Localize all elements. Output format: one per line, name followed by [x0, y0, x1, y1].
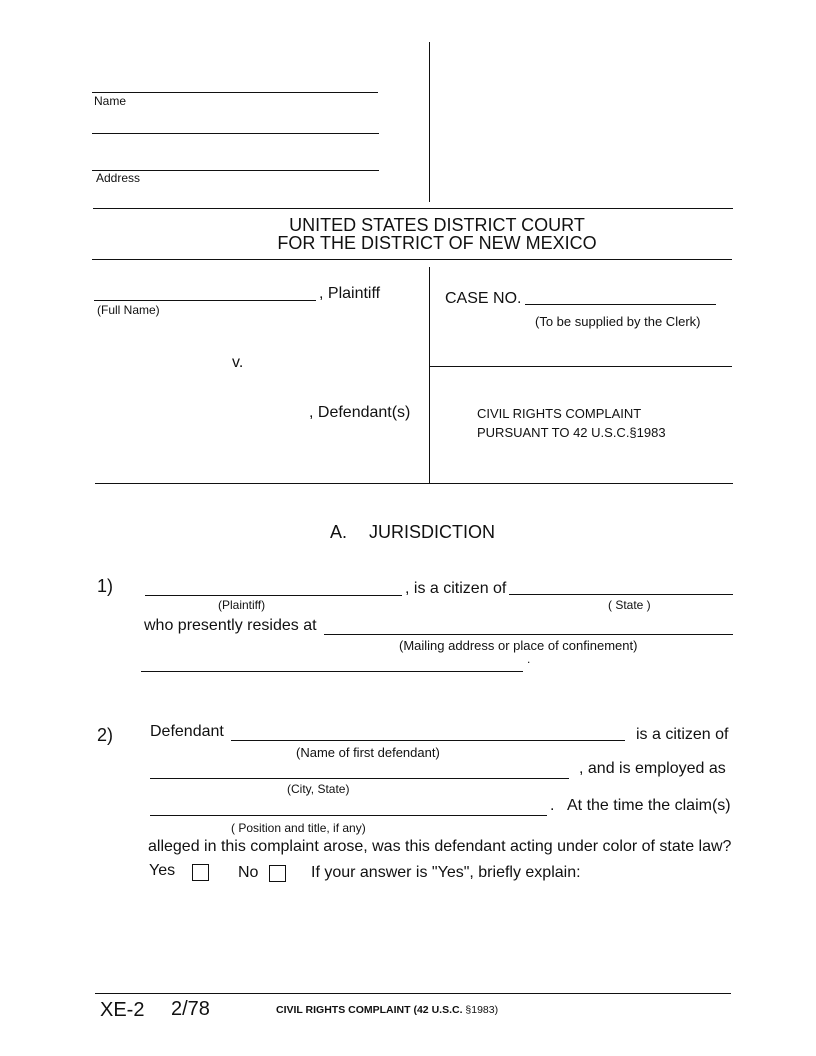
item2-defendant-label: Defendant — [150, 723, 224, 740]
item2-position-field[interactable] — [150, 815, 547, 816]
item2-at-the-time: At the time the claim(s) — [567, 797, 731, 814]
section-a-title: JURISDICTION — [369, 522, 495, 542]
item2-is-citizen-of: is a citizen of — [636, 726, 729, 743]
footer-form-code: XE-2 — [100, 999, 145, 1021]
court-top-rule — [93, 208, 733, 209]
versus: v. — [232, 354, 244, 371]
item2-name-hint: (Name of first defendant) — [296, 745, 440, 760]
full-name-hint: (Full Name) — [97, 303, 160, 317]
item2-period: . — [550, 797, 555, 814]
court-district: FOR THE DISTRICT OF NEW MEXICO — [277, 233, 597, 253]
complaint-title-line1: CIVIL RIGHTS COMPLAINT — [477, 406, 642, 421]
caption-divider — [429, 267, 430, 484]
case-no-field[interactable] — [525, 304, 716, 305]
section-a-letter: A. — [330, 522, 348, 542]
item2-position-hint: ( Position and title, if any) — [231, 821, 366, 835]
item2-defendant-name-field[interactable] — [231, 740, 625, 741]
plaintiff-suffix: , Plaintiff — [319, 285, 381, 302]
footer-title — [276, 1004, 498, 1016]
plaintiff-name-field[interactable] — [94, 300, 316, 301]
caption-mid-rule — [430, 366, 732, 367]
item1-resides-at: who presently resides at — [144, 617, 317, 634]
footer-title-bold: CIVIL RIGHTS COMPLAINT (42 U.S.C. — [276, 1004, 463, 1016]
name-field[interactable] — [92, 92, 378, 93]
footer-revision: 2/78 — [171, 998, 210, 1020]
item2-city-state-field[interactable] — [150, 778, 569, 779]
item1-plaintiff-field[interactable] — [145, 595, 402, 596]
no-checkbox[interactable] — [269, 865, 286, 882]
item1-plaintiff-hint: (Plaintiff) — [218, 598, 266, 612]
caption-bottom-rule — [95, 483, 733, 484]
item1-period: . — [527, 652, 531, 666]
item1-state-hint: ( State ) — [608, 598, 651, 612]
item2-question: alleged in this complaint arose, was this defendant acting under color of state law? — [148, 838, 732, 855]
name-label: Name — [94, 94, 127, 108]
court-name: UNITED STATES DISTRICT COURT — [289, 215, 585, 235]
complaint-title-line2: PURSUANT TO 42 U.S.C.§1983 — [477, 425, 666, 440]
case-no-hint: (To be supplied by the Clerk) — [535, 314, 701, 329]
footer-rule — [95, 993, 731, 994]
item1-address-line2-field[interactable] — [141, 671, 523, 672]
court-bottom-rule — [92, 259, 732, 260]
item1-state-field[interactable] — [509, 594, 733, 595]
header-divider — [429, 42, 430, 202]
address-line-1-field[interactable] — [92, 133, 379, 134]
item2-no-label: No — [238, 864, 259, 881]
item2-explain: If your answer is "Yes", briefly explain: — [311, 864, 581, 881]
address-label: Address — [96, 171, 141, 185]
item1-mailing-hint: (Mailing address or place of confinement) — [399, 638, 638, 653]
item1-address-field[interactable] — [324, 634, 733, 635]
item2-employed-as: , and is employed as — [579, 760, 726, 777]
defendant-suffix: , Defendant(s) — [309, 404, 411, 421]
case-no-label: CASE NO. — [445, 290, 522, 307]
footer-title-normal: §1983) — [462, 1004, 499, 1016]
item2-yes-label: Yes — [149, 862, 176, 879]
item2-number: 2) — [97, 725, 114, 745]
item1-number: 1) — [97, 576, 114, 596]
item1-is-citizen-of: , is a citizen of — [405, 580, 507, 597]
item2-city-state-hint: (City, State) — [287, 782, 350, 796]
yes-checkbox[interactable] — [192, 864, 209, 881]
